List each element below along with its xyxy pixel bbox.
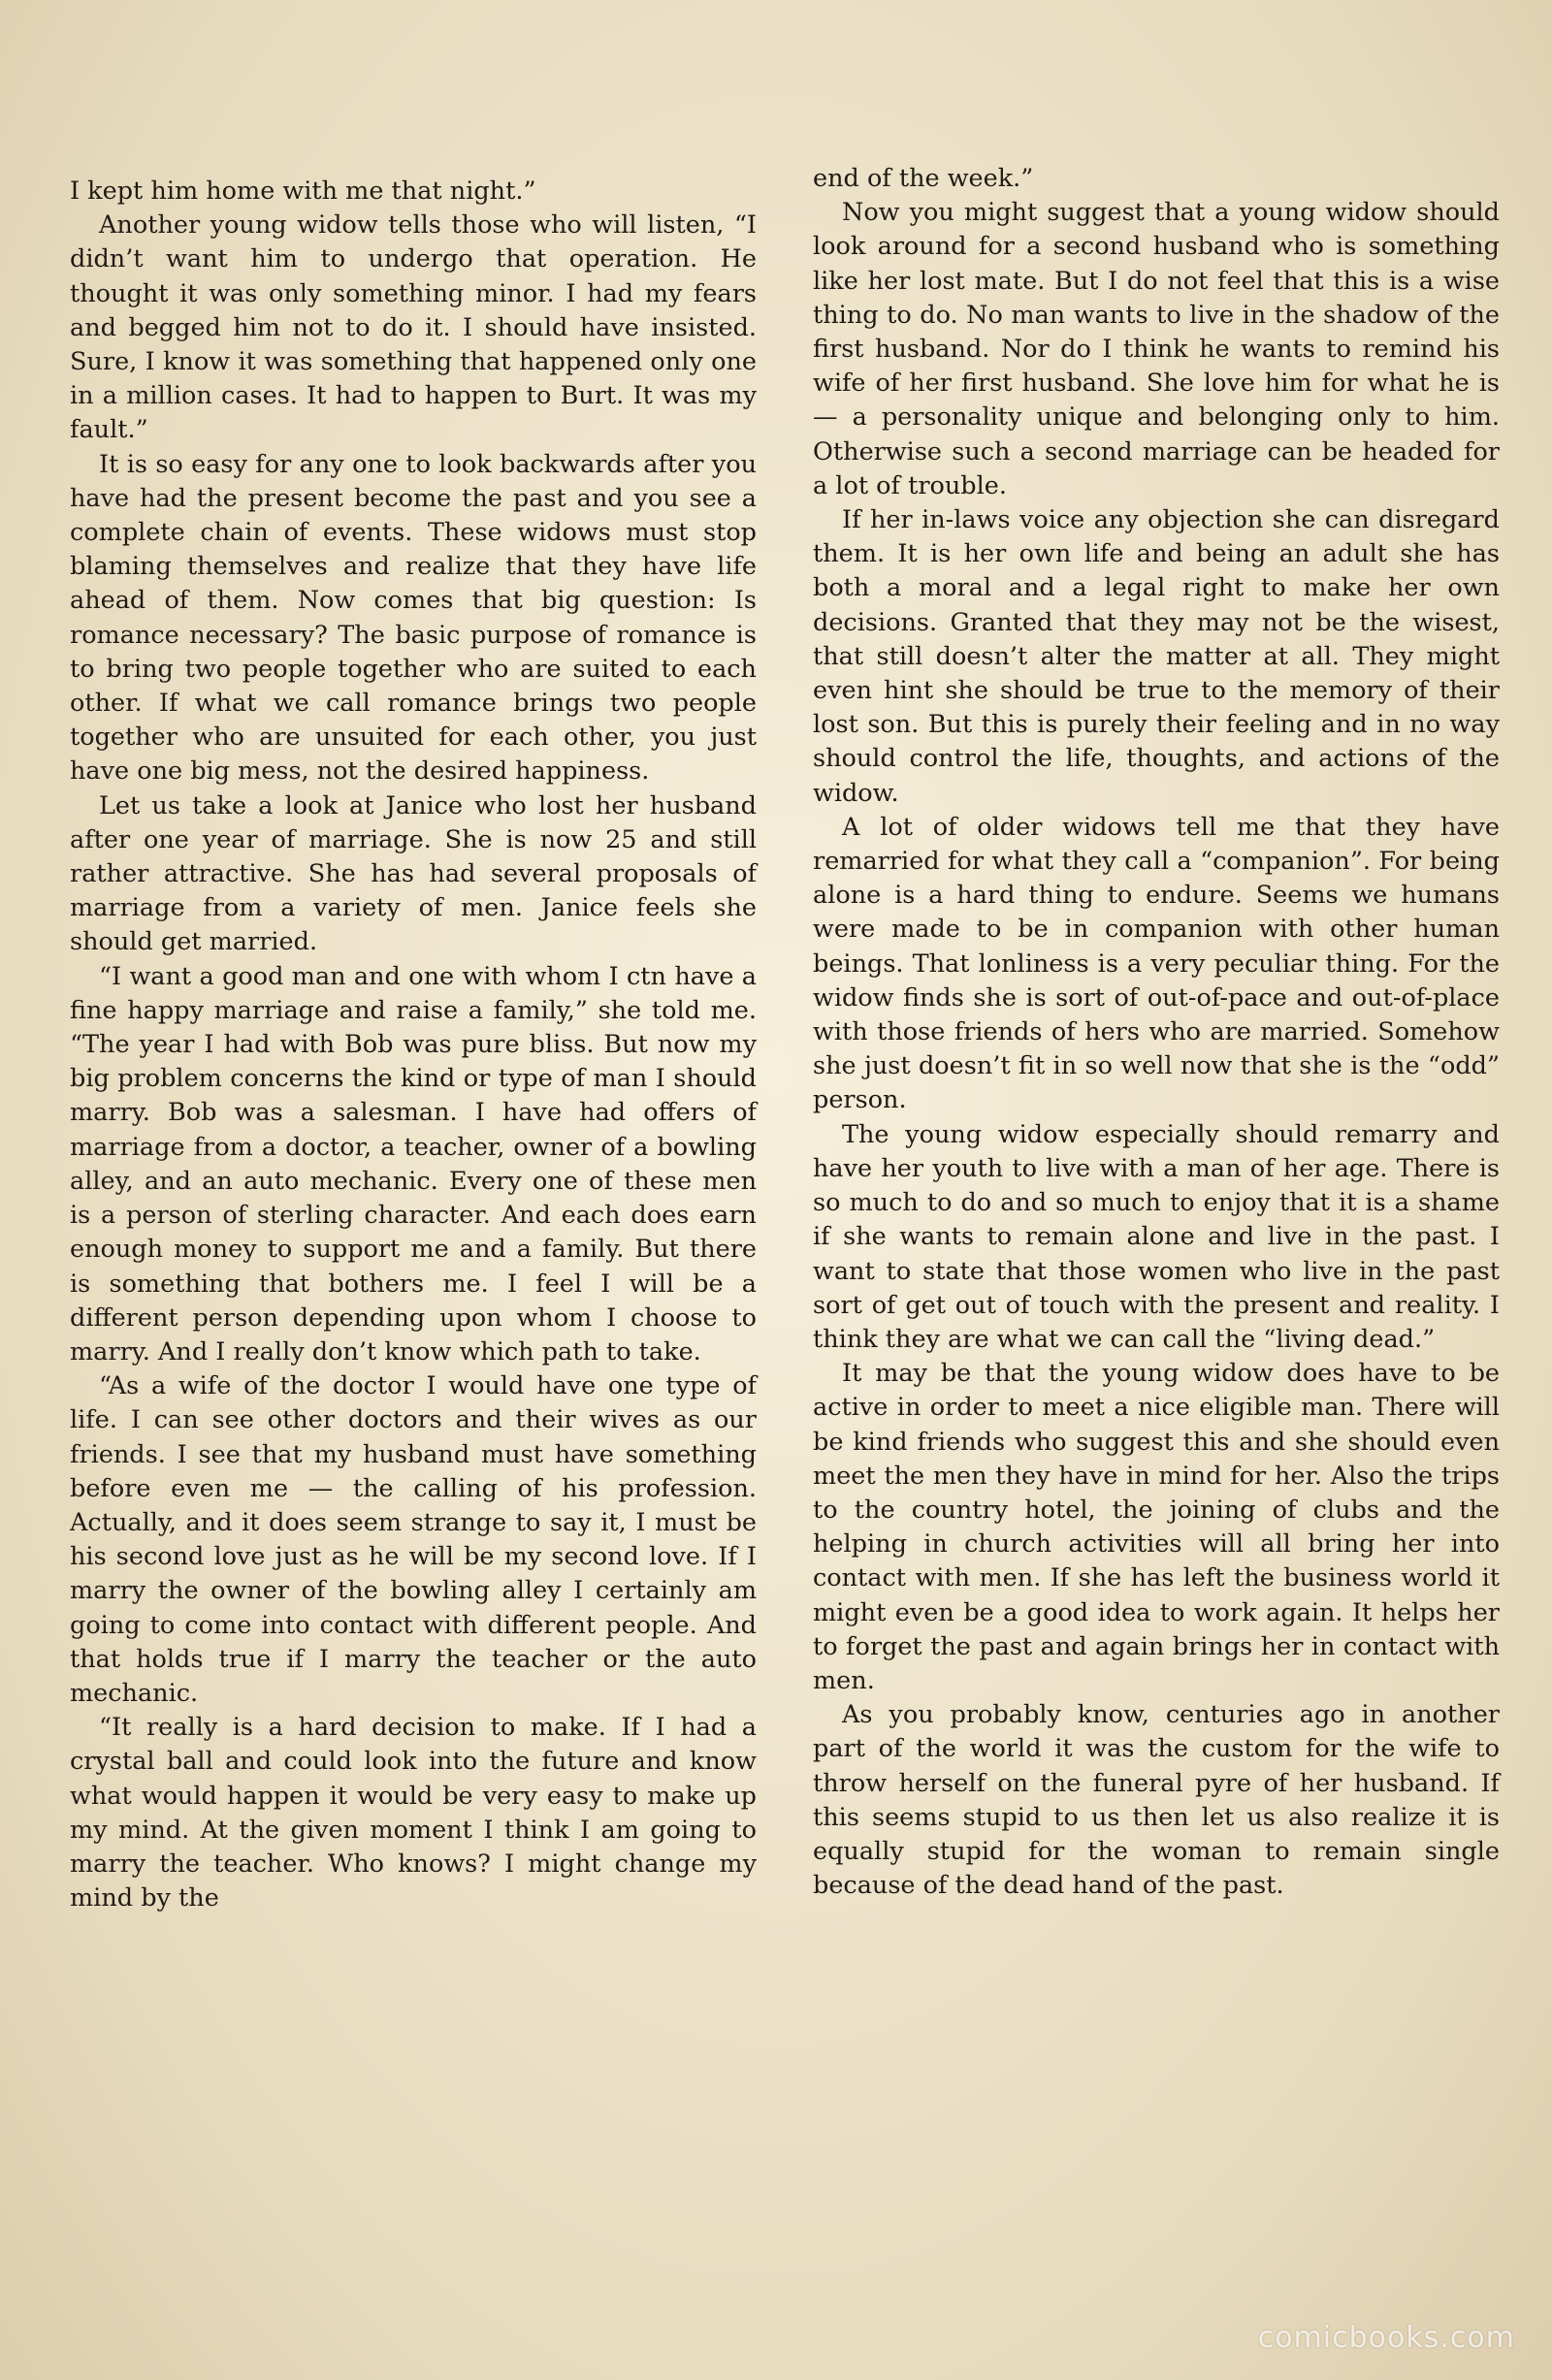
paragraph: Let us take a look at Janice who lost her husband after one year of marriage. She is now 25 and still rather attractive. She has had several proposals of marriage from a variety of men. Janice feels she should get married. [70,790,757,957]
paragraph: end of the week.” [813,164,1034,193]
watermark: comicbooks.com [1257,2321,1515,2355]
paragraph: Now you might suggest that a young widow should look around for a second husband who is something like her lost mate. But I do not feel that this is a wise thing to do. No man wants to live in the shadow of the first husband. Nor do I think he wants to remind his wife of her first husband. She love him for what he is — a personality unique and belonging only to him. Otherwise such a second marriage can be headed for a lot of trouble. [813,198,1500,500]
paragraph: It is so easy for any one to look backwards after you have had the present become the past and you see a complete chain of events. These widows must stop blaming themselves and realize that they have life ahead of them. Now comes that big question: Is romance necessary? The basic purpose of romance is to bring two people together who are suited to each other. If what we call romance brings two people together who are unsuited for each other, you just have one big mess, not the desired happiness. [70,449,757,787]
right-text-column [813,162,1500,1903]
paragraph: “I want a good man and one with whom I ctn have a fine happy marriage and raise a family,” she told me. “The year I had with Bob was pure bliss. But now my big problem concerns the kind or type of man I should marry. Bob was a salesman. I have had offers of marriage from a doctor, a teacher, owner of a bowling alley, and an auto mechanic. Every one of these men is a person of sterling character. And each does earn enough money to support me and a family. But there is something that bothers me. I feel I will be a different person depending upon whom I choose to marry. And I really don’t know which path to take. [70,961,757,1367]
paragraph: It may be that the young widow does have to be active in order to meet a nice eligible man. There will be kind friends who suggest this and she should even meet the men they have in mind for her. Also the trips to the country hotel, the joining of clubs and the helping in church activities will all bring her into contact with men. If she has left the business world it might even be a good idea to work again. It helps her to forget the past and again brings her in contact with men. [813,1359,1500,1695]
paragraph: The young widow especially should remarry and have her youth to live with a man of her age. There is so much to do and so much to enjoy that it is a shame if she wants to remain alone and live in the past. I want to state that those women who live in the past sort of get out of touch with the present and reality. I think they are what we can call the “living dead.” [813,1119,1500,1354]
paragraph: “As a wife of the doctor I would have one type of life. I can see other doctors and their wives as our friends. I see that my husband must have something before even me — the calling of his profession. Actually, and it does seem strange to say it, I must be his second love just as he will be my second love. If I marry the owner of the bowling alley I certainly am going to come into contact with different people. And that holds true if I marry the teacher or the auto mechanic. [70,1371,757,1708]
left-text-column [70,175,757,1915]
paragraph: If her in-laws voice any objection she can disregard them. It is her own life and being an adult she has both a moral and a legal right to make her own decisions. Granted that they may not be the wisest, that still doesn’t alter the matter at all. They might even hint she should be true to the memory of their lost son. But this is purely their feeling and in no way should control the life, thoughts, and actions of the widow. [813,505,1500,808]
paragraph: A lot of older widows tell me that they have remarried for what they call a “companion”. For being alone is a hard thing to endure. Seems we humans were made to be in companion with other human beings. That lonliness is a very peculiar thing. For the widow finds she is sort of out-of-pace and out-of-place with those friends of hers who are married. Somehow she just doesn’t fit in so well now that she is the “odd” person. [813,812,1500,1115]
paragraph: As you probably know, centuries ago in another part of the world it was the custom for the wife to throw herself on the funeral pyre of her husband. If this seems stupid to us then let us also realize it is equally stupid for the woman to remain single because of the dead hand of the past. [813,1700,1500,1901]
paragraph: “It really is a hard decision to make. If I had a crystal ball and could look into the future and know what would happen it would be very easy to make up my mind. At the given moment I think I am going to marry the teacher. Who knows? I might change my mind by the [70,1713,757,1914]
paragraph: I kept him home with me that night.” [70,177,536,206]
paragraph: Another young widow tells those who will listen, “I didn’t want him to undergo that operation. He thought it was only something minor. I had my fears and begged him not to do it. I should have insisted. Sure, I know it was something that happened only one in a million cases. It had to happen to Burt. It was my fault.” [70,210,757,445]
